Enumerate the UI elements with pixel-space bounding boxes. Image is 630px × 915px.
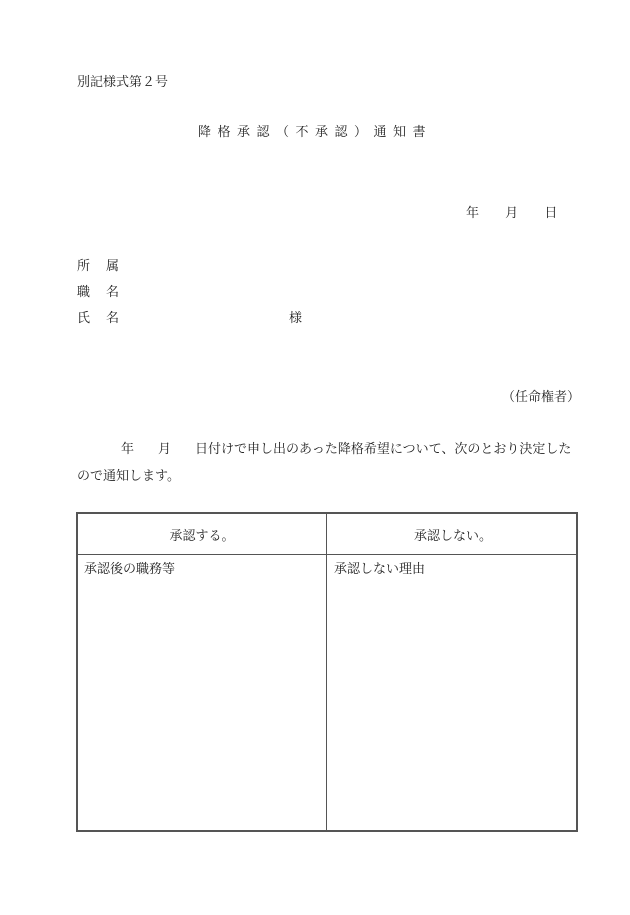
name-label: 氏名 xyxy=(77,311,136,326)
date-day: 日 xyxy=(544,206,558,221)
position-label: 職名 xyxy=(77,285,136,300)
appointing-authority: （任命権者） xyxy=(502,390,581,405)
table-column-divider xyxy=(326,514,327,830)
affiliation-label: 所属 xyxy=(77,259,136,274)
date-month: 月 xyxy=(505,206,519,221)
table-row-divider xyxy=(78,554,576,555)
document-title: 降格承認（不承認）通知書 xyxy=(197,125,432,140)
reject-header: 承認しない。 xyxy=(413,529,492,544)
approve-header: 承認する。 xyxy=(169,529,235,544)
reject-field-label: 承認しない理由 xyxy=(334,562,426,577)
notice-body xyxy=(77,436,577,490)
date-line xyxy=(466,202,557,221)
date-year: 年 xyxy=(466,206,480,221)
approval-table xyxy=(76,512,578,832)
approve-field-label: 承認後の職務等 xyxy=(84,562,176,577)
body-year: 年 xyxy=(121,442,135,457)
body-text: 日付けで申し出のあった降格希望について、次のとおり決定したので通知します。 xyxy=(77,442,572,484)
honorific: 様 xyxy=(289,311,303,326)
recipient-name-row xyxy=(77,307,136,326)
form-number: 別記様式第２号 xyxy=(77,75,169,90)
body-month: 月 xyxy=(158,442,172,457)
recipient-affiliation-row xyxy=(77,255,136,274)
recipient-position-row xyxy=(77,281,136,300)
